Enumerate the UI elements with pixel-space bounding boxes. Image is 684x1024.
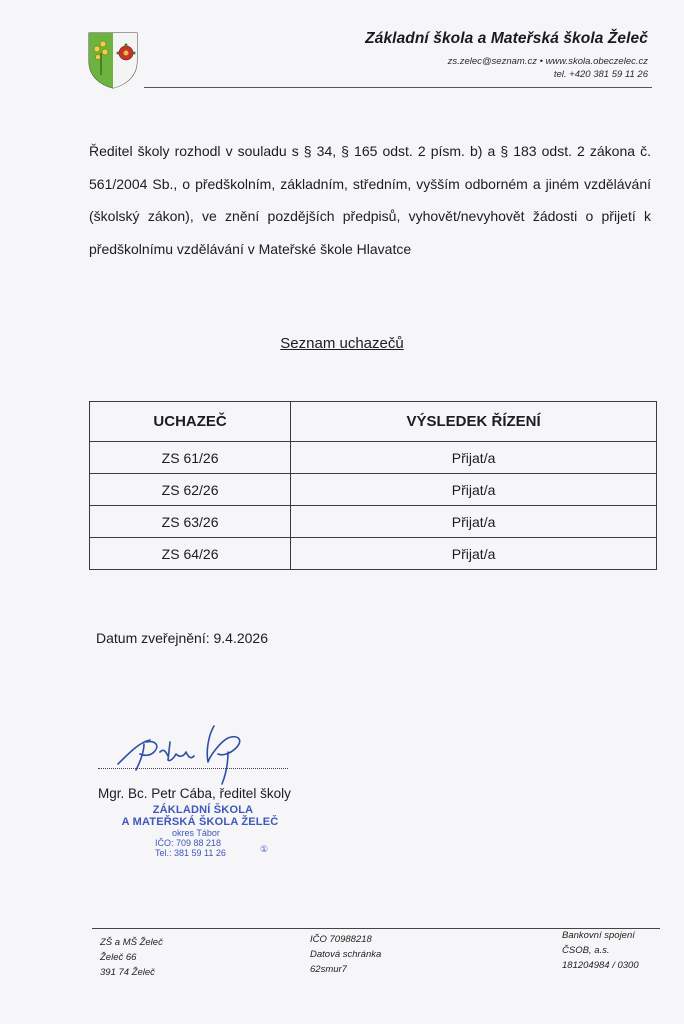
- website-link[interactable]: www.skola.obeczelec.cz: [545, 56, 648, 67]
- footer-bank: [562, 928, 639, 973]
- footer-address: [100, 935, 163, 980]
- school-stamp: [110, 804, 290, 858]
- footer-id-line: 62smur7: [310, 964, 347, 975]
- admission-result: Přijat/a: [291, 442, 657, 474]
- publication-date: Datum zveřejnění: 9.4.2026: [96, 630, 268, 646]
- footer-id-line: Datová schránka: [310, 949, 382, 960]
- list-title: Seznam uchazečů: [280, 335, 404, 352]
- header-divider: [144, 87, 652, 88]
- footer-id-line: IČO 70988218: [310, 934, 372, 945]
- stamp-line-5: Tel.: 381 59 11 26: [155, 848, 226, 858]
- contact-email-web: [448, 56, 648, 67]
- applicant-code: ZS 64/26: [90, 538, 291, 570]
- decision-paragraph: Ředitel školy rozhodl v souladu s § 34, § 165 odst. 2 písm. b) a § 183 odst. 2 zákona č. 561/2004 Sb., o předškolním, základním, středním, vyšším odborném a jiném vzdělávání (školský zákon), ve znění pozdějších předpisů, vyhovět/nevyhovět žádosti o přijetí k předškolnímu vzdělávání v Mateřské škole Hlavatce: [89, 143, 651, 257]
- footer-bank-line: 181204984 / 0300: [562, 960, 639, 971]
- admission-result: Přijat/a: [291, 506, 657, 538]
- footer-address-line: 391 74 Želeč: [100, 967, 155, 978]
- footer-address-line: ZŠ a MŠ Želeč: [100, 937, 163, 948]
- signer-name: Mgr. Bc. Petr Cába, ředitel školy: [98, 786, 291, 801]
- table-row: [90, 506, 657, 538]
- separator-bullet: •: [539, 56, 543, 67]
- footer-ids: [310, 932, 381, 977]
- table-row: [90, 474, 657, 506]
- admission-result: Přijat/a: [291, 474, 657, 506]
- header-applicant: UCHAZEČ: [90, 402, 291, 442]
- footer-address-line: Želeč 66: [100, 952, 137, 963]
- signature-line: [98, 768, 288, 769]
- applicant-code: ZS 62/26: [90, 474, 291, 506]
- table-row: [90, 442, 657, 474]
- footer-bank-line: ČSOB, a.s.: [562, 945, 610, 956]
- header-result: VÝSLEDEK ŘÍZENÍ: [291, 402, 657, 442]
- admission-result: Přijat/a: [291, 538, 657, 570]
- applicant-code: ZS 63/26: [90, 506, 291, 538]
- school-name: Základní škola a Mateřská škola Želeč: [365, 30, 648, 47]
- stamp-line-1: ZÁKLADNÍ ŠKOLA: [152, 804, 254, 816]
- stamp-line-3: okres Tábor: [172, 828, 220, 838]
- stamp-number-mark: ①: [260, 844, 269, 854]
- table-header-row: [90, 402, 657, 442]
- stamp-line-2: A MATEŘSKÁ ŠKOLA ŽELEČ: [121, 816, 279, 828]
- table-row: [90, 538, 657, 570]
- footer-bank-line: Bankovní spojení: [562, 930, 635, 941]
- applicants-table: [89, 401, 657, 570]
- contact-phone: tel. +420 381 59 11 26: [553, 69, 648, 80]
- school-crest-logo: [87, 31, 139, 89]
- stamp-line-4: IČO: 709 88 218: [155, 838, 222, 848]
- email-link[interactable]: zs.zelec@seznam.cz: [447, 56, 537, 67]
- applicant-code: ZS 61/26: [90, 442, 291, 474]
- handwritten-signature: [110, 712, 260, 792]
